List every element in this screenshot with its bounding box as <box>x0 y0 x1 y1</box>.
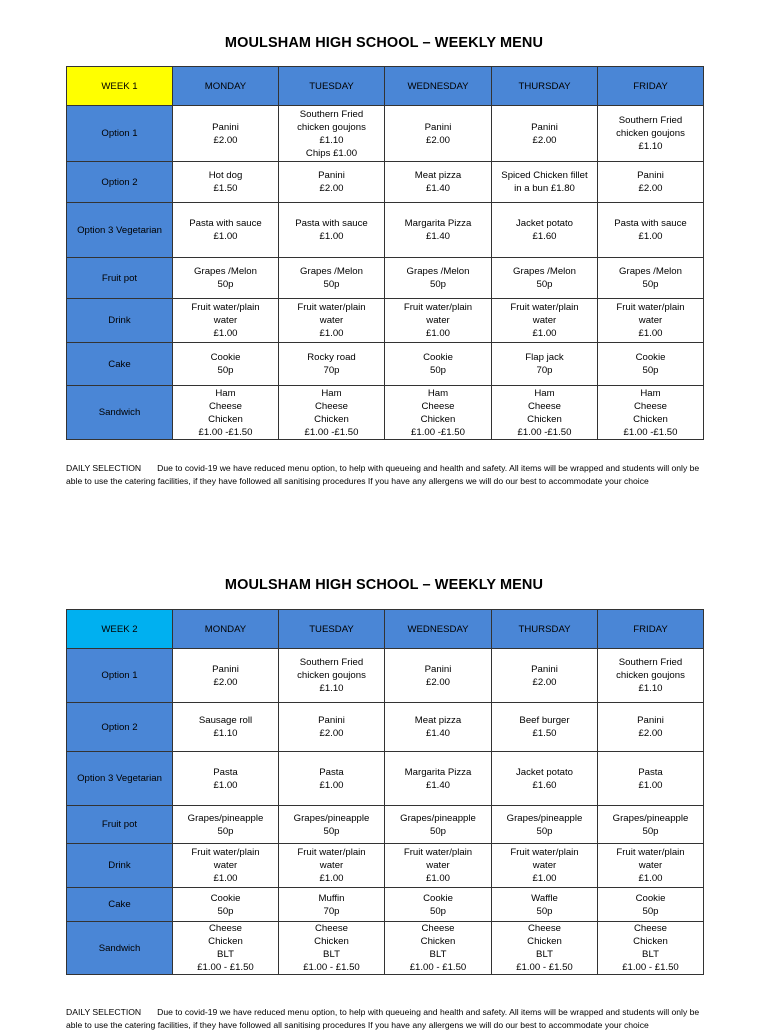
menu-cell-line: Cheese <box>314 923 349 934</box>
menu-cell-line: £1.60 <box>532 231 557 242</box>
row-label: Fruit pot <box>67 258 173 299</box>
menu-cell-line: Ham <box>215 387 236 399</box>
menu-cell-line: Beef burger <box>519 715 570 726</box>
menu-cell-monday <box>173 703 279 752</box>
menu-cell-line: water <box>319 860 344 871</box>
menu-cell-line: Sausage roll <box>198 715 253 726</box>
menu-cell-line: BLT <box>642 949 659 960</box>
menu-cell-friday <box>598 844 704 888</box>
row-label: Option 3 Vegetarian <box>67 752 173 806</box>
menu-cell-line: Chicken <box>420 413 456 425</box>
menu-cell-line: Chicken <box>527 936 562 947</box>
menu-cell-line: Meat pizza <box>414 715 462 726</box>
menu-cell-line: £1.40 <box>425 779 450 791</box>
menu-cell-line: Panini <box>531 121 558 133</box>
menu-cell-line: Panini <box>212 121 239 133</box>
menu-cell-friday <box>598 203 704 258</box>
header-row <box>67 67 704 106</box>
menu-cell-line: £1.00 <box>213 873 238 884</box>
menu-cell-line: £1.00 -£1.50 <box>198 426 253 438</box>
menu-cell-line: 70p <box>323 365 340 376</box>
day-header-monday: MONDAY <box>173 67 279 106</box>
menu-cell-line: £1.00 <box>638 873 663 884</box>
menu-row <box>67 752 704 806</box>
menu-cell-line: £1.40 <box>425 231 450 242</box>
menu-cell-line: Grapes /Melon <box>513 266 576 277</box>
day-header-wednesday: WEDNESDAY <box>385 67 492 106</box>
menu-cell-tuesday <box>279 299 385 343</box>
menu-cell-friday <box>598 649 704 703</box>
menu-cell-line: Chicken <box>314 413 349 425</box>
menu-row <box>67 386 704 440</box>
menu-table-week-2 <box>66 609 704 975</box>
menu-row <box>67 258 704 299</box>
menu-cell-line: Spiced Chicken fillet <box>501 170 588 181</box>
menu-cell-line: £2.00 <box>425 676 450 688</box>
menu-cell-tuesday <box>279 343 385 386</box>
menu-cell-tuesday <box>279 806 385 844</box>
menu-cell-wednesday <box>385 922 492 975</box>
menu-cell-line: Fruit water/plain <box>191 302 260 313</box>
menu-cell-tuesday <box>279 203 385 258</box>
menu-cell-monday <box>173 752 279 806</box>
daily-selection-note-week-1 <box>66 462 706 488</box>
menu-cell-line: Jacket potato <box>515 218 574 229</box>
menu-cell-line: 50p <box>642 825 659 837</box>
menu-cell-line: 50p <box>642 365 659 376</box>
menu-row <box>67 844 704 888</box>
menu-cell-line: Southern Fried <box>618 657 683 668</box>
menu-cell-line: Chips £1.00 <box>305 147 358 159</box>
menu-cell-line: £1.60 <box>532 779 557 791</box>
menu-cell-line: £2.00 <box>319 728 344 739</box>
menu-cell-friday <box>598 752 704 806</box>
menu-cell-line: water <box>426 860 450 871</box>
row-label: Option 2 <box>67 703 173 752</box>
menu-cell-thursday <box>492 386 598 440</box>
menu-cell-line: £2.00 <box>638 183 663 194</box>
menu-cell-line: £1.00 <box>532 328 557 339</box>
menu-cell-line: Cookie <box>210 892 241 904</box>
menu-cell-line: 50p <box>642 905 659 917</box>
menu-cell-line: Fruit water/plain <box>297 847 366 858</box>
menu-cell-line: £1.00 <box>638 231 663 242</box>
menu-cell-line: £1.10 <box>638 683 663 694</box>
menu-cell-line: Panini <box>318 170 345 181</box>
note-text: Due to covid-19 we have reduced menu option, to help with queueing and health and safety. All items will be wrapped and students will only be able to use the catering facilities, if they have followed all sanitising procedures If you have any allergens we will do our best to accommodate your choice <box>66 463 700 486</box>
menu-cell-line: 50p <box>323 825 340 837</box>
menu-cell-line: Chicken <box>314 936 349 947</box>
menu-cell-line: chicken goujons <box>297 121 366 133</box>
menu-cell-line: Grapes/pineapple <box>293 812 370 824</box>
menu-cell-line: Cookie <box>635 892 666 904</box>
menu-cell-line: Chicken <box>633 413 668 425</box>
menu-cell-line: Chicken <box>527 413 562 425</box>
daily-selection-note-week-2 <box>66 1006 706 1032</box>
menu-cell-line: Panini <box>531 663 558 675</box>
menu-cell-line: Margarita Pizza <box>404 766 472 778</box>
note-label: DAILY SELECTION <box>66 463 142 473</box>
menu-cell-line: Cookie <box>423 352 453 363</box>
menu-cell-line: Grapes /Melon <box>406 266 470 277</box>
menu-cell-monday <box>173 888 279 922</box>
menu-cell-line: £1.00 -£1.50 <box>411 426 465 438</box>
menu-cell-line: £2.00 <box>213 134 238 146</box>
menu-cell-line: Cheese <box>208 923 243 934</box>
menu-cell-tuesday <box>279 752 385 806</box>
menu-cell-line: Pasta <box>638 766 663 778</box>
menu-cell-wednesday <box>385 343 492 386</box>
menu-row <box>67 922 704 975</box>
day-header-thursday: THURSDAY <box>492 67 598 106</box>
menu-cell-line: Pasta <box>319 766 344 778</box>
menu-cell-friday <box>598 258 704 299</box>
menu-cell-line: Panini <box>637 715 664 726</box>
note-label: DAILY SELECTION <box>66 1007 142 1017</box>
menu-cell-wednesday <box>385 203 492 258</box>
menu-row <box>67 299 704 343</box>
menu-cell-monday <box>173 162 279 203</box>
menu-cell-line: Chicken <box>208 413 243 425</box>
menu-cell-line: Southern Fried <box>299 108 364 120</box>
menu-cell-line: £1.50 <box>532 728 557 739</box>
menu-cell-line: £1.00 <box>213 231 238 242</box>
menu-cell-line: 70p <box>323 905 340 917</box>
menu-cell-monday <box>173 343 279 386</box>
menu-cell-thursday <box>492 649 598 703</box>
menu-cell-line: Panini <box>424 121 452 133</box>
menu-cell-wednesday <box>385 752 492 806</box>
menu-cell-monday <box>173 203 279 258</box>
menu-cell-friday <box>598 922 704 975</box>
menu-cell-friday <box>598 106 704 162</box>
menu-cell-line: water <box>638 860 663 871</box>
menu-cell-wednesday <box>385 649 492 703</box>
menu-cell-line: Southern Fried <box>618 115 683 126</box>
menu-cell-friday <box>598 386 704 440</box>
menu-cell-line: Rocky road <box>307 352 356 363</box>
menu-cell-thursday <box>492 203 598 258</box>
menu-cell-friday <box>598 299 704 343</box>
row-label: Drink <box>67 844 173 888</box>
menu-cell-line: £1.10 <box>638 141 663 152</box>
menu-cell-tuesday <box>279 922 385 975</box>
menu-cell-line: £1.10 <box>319 134 344 146</box>
menu-cell-line: £1.00 -£1.50 <box>304 426 359 438</box>
menu-cell-line: Jacket potato <box>515 766 574 778</box>
menu-cell-line: Grapes/pineapple <box>400 812 476 824</box>
menu-cell-line: Grapes/pineapple <box>506 812 583 824</box>
menu-cell-line: water <box>213 315 238 326</box>
menu-cell-line: Panini <box>424 663 452 675</box>
menu-cell-line: £2.00 <box>638 728 663 739</box>
menu-cell-thursday <box>492 888 598 922</box>
menu-cell-line: in a bun £1.80 <box>514 183 575 194</box>
menu-cell-line: £1.50 <box>213 183 238 194</box>
menu-cell-line: Pasta <box>213 766 238 778</box>
menu-cell-monday <box>173 844 279 888</box>
menu-cell-wednesday <box>385 703 492 752</box>
menu-cell-line: £1.10 <box>319 683 344 694</box>
menu-cell-thursday <box>492 922 598 975</box>
menu-cell-line: Fruit water/plain <box>403 847 473 858</box>
menu-cell-tuesday <box>279 386 385 440</box>
menu-cell-monday <box>173 806 279 844</box>
menu-cell-line: Hot dog <box>208 170 243 181</box>
row-label: Fruit pot <box>67 806 173 844</box>
menu-cell-wednesday <box>385 258 492 299</box>
menu-row <box>67 806 704 844</box>
menu-cell-thursday <box>492 106 598 162</box>
menu-cell-line: 50p <box>217 905 234 917</box>
menu-cell-wednesday <box>385 844 492 888</box>
menu-cell-line: water <box>213 860 238 871</box>
menu-cell-line: Fruit water/plain <box>191 847 260 858</box>
menu-cell-line: BLT <box>323 949 340 960</box>
menu-cell-line: 70p <box>536 365 553 376</box>
menu-title-week-2: MOULSHAM HIGH SCHOOL – WEEKLY MENU <box>224 577 544 593</box>
menu-cell-line: £1.00 - £1.50 <box>409 962 467 973</box>
menu-cell-wednesday <box>385 806 492 844</box>
menu-cell-line: 50p <box>429 905 446 917</box>
menu-row <box>67 888 704 922</box>
menu-cell-line: £1.00 <box>532 873 557 884</box>
menu-cell-line: £2.00 <box>213 676 238 688</box>
menu-cell-line: £1.40 <box>425 183 450 194</box>
menu-cell-line: Cheese <box>421 400 455 412</box>
menu-cell-line: 50p <box>217 825 234 837</box>
menu-cell-friday <box>598 806 704 844</box>
menu-cell-line: Cheese <box>633 400 668 412</box>
row-label: Sandwich <box>67 386 173 440</box>
menu-cell-monday <box>173 299 279 343</box>
day-header-wednesday: WEDNESDAY <box>385 610 492 649</box>
menu-cell-line: Fruit water/plain <box>616 847 685 858</box>
row-label: Cake <box>67 888 173 922</box>
menu-cell-line: 50p <box>642 279 659 290</box>
menu-cell-thursday <box>492 162 598 203</box>
menu-cell-line: water <box>638 315 663 326</box>
menu-cell-line: £1.00 - £1.50 <box>622 962 679 973</box>
menu-cell-line: £1.00 - £1.50 <box>197 962 254 973</box>
menu-cell-line: £1.40 <box>425 728 450 739</box>
menu-cell-line: Ham <box>640 387 661 399</box>
menu-cell-line: £1.00 <box>213 779 238 791</box>
menu-cell-line: £1.00 <box>425 873 450 884</box>
menu-cell-line: Fruit water/plain <box>510 302 579 313</box>
menu-cell-monday <box>173 258 279 299</box>
menu-cell-line: Pasta with sauce <box>189 218 262 229</box>
menu-cell-line: 50p <box>429 365 446 376</box>
menu-cell-line: Fruit water/plain <box>510 847 579 858</box>
row-label: Option 1 <box>67 649 173 703</box>
menu-cell-line: Ham <box>534 387 555 399</box>
row-label: Option 2 <box>67 162 173 203</box>
menu-cell-friday <box>598 888 704 922</box>
menu-cell-thursday <box>492 343 598 386</box>
menu-cell-tuesday <box>279 258 385 299</box>
menu-cell-line: Pasta with sauce <box>295 218 368 229</box>
menu-cell-line: Cookie <box>423 892 453 904</box>
menu-cell-line: water <box>532 860 557 871</box>
menu-row <box>67 106 704 162</box>
menu-cell-line: Muffin <box>318 892 345 904</box>
menu-cell-line: £1.00 <box>213 328 238 339</box>
day-header-tuesday: TUESDAY <box>279 67 385 106</box>
menu-cell-line: £1.00 <box>319 328 344 339</box>
menu-cell-line: £1.00 <box>638 328 663 339</box>
menu-cell-line: water <box>532 315 557 326</box>
menu-cell-line: 50p <box>323 279 340 290</box>
menu-cell-line: Chicken <box>208 936 243 947</box>
menu-cell-line: £2.00 <box>532 134 557 146</box>
menu-cell-line: Chicken <box>633 936 668 947</box>
menu-row <box>67 203 704 258</box>
menu-cell-line: Margarita Pizza <box>404 218 472 229</box>
menu-row <box>67 703 704 752</box>
menu-row <box>67 162 704 203</box>
menu-cell-line: BLT <box>536 949 553 960</box>
menu-cell-tuesday <box>279 106 385 162</box>
menu-cell-line: Fruit water/plain <box>403 302 473 313</box>
menu-cell-line: BLT <box>429 949 447 960</box>
menu-cell-line: £1.00 <box>638 779 663 791</box>
menu-cell-line: Ham <box>321 387 342 399</box>
menu-cell-line: water <box>319 315 344 326</box>
header-row <box>67 610 704 649</box>
menu-cell-line: £1.00 - £1.50 <box>303 962 360 973</box>
menu-cell-line: Fruit water/plain <box>297 302 366 313</box>
menu-body <box>67 67 704 440</box>
menu-cell-line: £1.00 <box>319 873 344 884</box>
row-label: Option 1 <box>67 106 173 162</box>
menu-cell-monday <box>173 649 279 703</box>
menu-body <box>67 610 704 975</box>
menu-cell-thursday <box>492 703 598 752</box>
menu-cell-line: 50p <box>536 905 553 917</box>
menu-cell-thursday <box>492 806 598 844</box>
menu-cell-line: £1.10 <box>213 728 238 739</box>
menu-cell-tuesday <box>279 888 385 922</box>
menu-cell-line: Grapes /Melon <box>194 266 257 277</box>
menu-cell-line: Panini <box>318 715 345 726</box>
menu-cell-line: Ham <box>427 387 449 399</box>
menu-cell-wednesday <box>385 386 492 440</box>
menu-cell-line: Cheese <box>527 400 562 412</box>
week-label: WEEK 1 <box>67 67 173 106</box>
menu-cell-wednesday <box>385 162 492 203</box>
menu-cell-friday <box>598 162 704 203</box>
menu-cell-line: Grapes /Melon <box>619 266 682 277</box>
day-header-thursday: THURSDAY <box>492 610 598 649</box>
menu-cell-line: £1.00 <box>319 779 344 791</box>
menu-cell-line: Cheese <box>208 400 243 412</box>
menu-cell-line: Grapes/pineapple <box>612 812 689 824</box>
menu-cell-line: BLT <box>217 949 234 960</box>
row-label: Drink <box>67 299 173 343</box>
menu-cell-line: £2.00 <box>319 183 344 194</box>
menu-cell-thursday <box>492 844 598 888</box>
menu-cell-line: Grapes/pineapple <box>187 812 264 824</box>
menu-cell-friday <box>598 343 704 386</box>
menu-cell-line: Meat pizza <box>414 170 462 181</box>
menu-cell-line: £1.00 <box>425 328 450 339</box>
menu-cell-line: Chicken <box>420 936 456 947</box>
menu-cell-line: 50p <box>536 279 553 290</box>
menu-cell-monday <box>173 386 279 440</box>
menu-cell-line: Waffle <box>531 892 558 904</box>
menu-cell-line: 50p <box>536 825 553 837</box>
menu-cell-wednesday <box>385 888 492 922</box>
menu-cell-wednesday <box>385 299 492 343</box>
menu-cell-monday <box>173 922 279 975</box>
menu-cell-thursday <box>492 752 598 806</box>
menu-cell-line: Pasta with sauce <box>614 218 687 229</box>
row-label: Option 3 Vegetarian <box>67 203 173 258</box>
day-header-tuesday: TUESDAY <box>279 610 385 649</box>
menu-cell-tuesday <box>279 649 385 703</box>
menu-cell-line: Cookie <box>635 352 666 363</box>
menu-cell-line: chicken goujons <box>616 670 685 681</box>
menu-cell-line: Cheese <box>314 400 349 412</box>
menu-cell-line: Cheese <box>421 923 455 934</box>
day-header-friday: FRIDAY <box>598 610 704 649</box>
menu-cell-line: Fruit water/plain <box>616 302 685 313</box>
menu-cell-line: Cheese <box>633 923 668 934</box>
menu-cell-line: 50p <box>429 279 446 290</box>
row-label: Sandwich <box>67 922 173 975</box>
menu-cell-tuesday <box>279 703 385 752</box>
menu-cell-line: Panini <box>637 170 664 181</box>
menu-cell-thursday <box>492 299 598 343</box>
menu-cell-monday <box>173 106 279 162</box>
menu-cell-line: chicken goujons <box>616 128 685 139</box>
menu-cell-thursday <box>492 258 598 299</box>
menu-cell-line: 50p <box>217 279 234 290</box>
note-text: Due to covid-19 we have reduced menu option, to help with queueing and health and safety. All items will be wrapped and students will only be able to use the catering facilities, if they have followed all sanitising procedures If you have any allergens we will do our best to accommodate your choice <box>66 1007 700 1030</box>
menu-cell-line: £1.00 - £1.50 <box>516 962 573 973</box>
row-label: Cake <box>67 343 173 386</box>
menu-cell-line: 50p <box>429 825 446 837</box>
day-header-friday: FRIDAY <box>598 67 704 106</box>
menu-cell-friday <box>598 703 704 752</box>
menu-title-week-1: MOULSHAM HIGH SCHOOL – WEEKLY MENU <box>224 35 544 51</box>
menu-cell-line: Panini <box>212 663 239 675</box>
week-label: WEEK 2 <box>67 610 173 649</box>
day-header-monday: MONDAY <box>173 610 279 649</box>
menu-cell-line: Southern Fried <box>299 657 364 668</box>
menu-row <box>67 649 704 703</box>
menu-cell-line: Flap jack <box>525 352 564 363</box>
menu-cell-line: Cheese <box>527 923 562 934</box>
menu-row <box>67 343 704 386</box>
menu-cell-line: £2.00 <box>425 134 450 146</box>
menu-table-week-1 <box>66 66 704 440</box>
menu-cell-tuesday <box>279 844 385 888</box>
menu-cell-line: water <box>426 315 450 326</box>
menu-cell-line: chicken goujons <box>297 670 366 681</box>
menu-cell-tuesday <box>279 162 385 203</box>
menu-cell-line: £2.00 <box>532 676 557 688</box>
menu-cell-line: 50p <box>217 365 234 376</box>
menu-cell-line: £1.00 -£1.50 <box>623 426 678 438</box>
menu-cell-line: £1.00 <box>319 231 344 242</box>
menu-cell-line: £1.00 -£1.50 <box>517 426 572 438</box>
menu-cell-line: Grapes /Melon <box>300 266 363 277</box>
menu-cell-wednesday <box>385 106 492 162</box>
menu-cell-line: Cookie <box>210 352 241 363</box>
